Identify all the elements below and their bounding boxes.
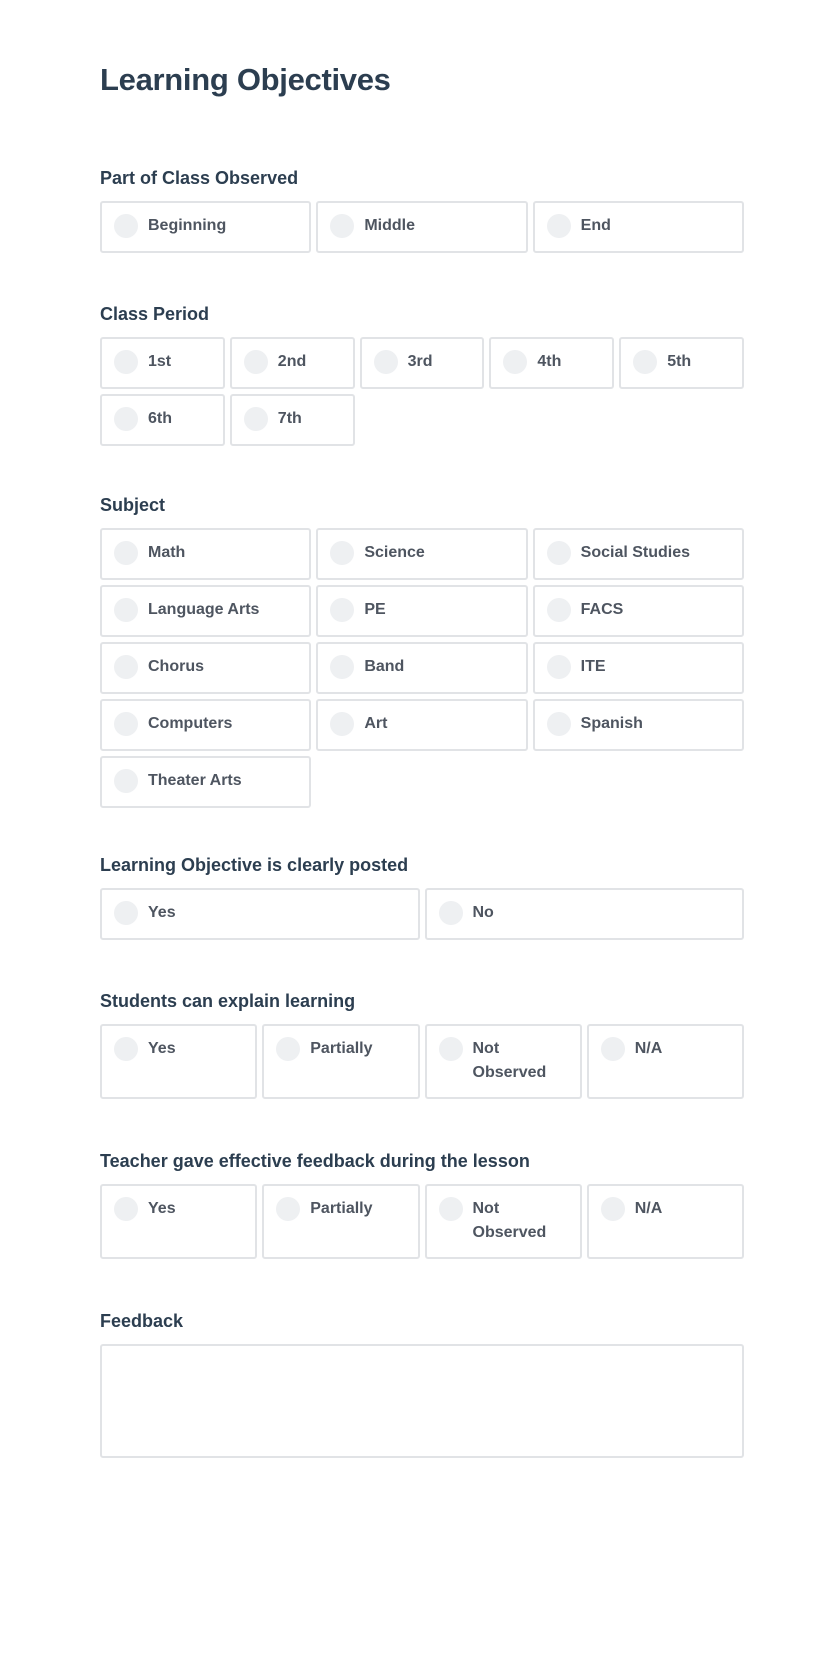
radio-icon[interactable] <box>114 214 138 238</box>
question-feedback <box>100 1310 744 1458</box>
question-label: Class Period <box>100 304 210 324</box>
option-theater-arts[interactable] <box>100 756 311 808</box>
option-ite[interactable] <box>533 642 744 694</box>
radio-icon[interactable] <box>547 214 571 238</box>
question-label: Part of Class Observed <box>100 168 299 188</box>
radio-icon[interactable] <box>633 350 657 374</box>
option-label: Math <box>148 544 186 561</box>
question-label: Teacher gave effective feedback during the lesson <box>100 1151 530 1171</box>
radio-icon[interactable] <box>330 655 354 679</box>
option-spanish[interactable] <box>533 699 744 751</box>
radio-icon[interactable] <box>439 1037 463 1061</box>
option-label: ITE <box>580 658 606 675</box>
option-label: Chorus <box>148 658 204 675</box>
option-language-arts[interactable] <box>100 585 311 637</box>
options-group <box>100 337 744 446</box>
feedback-label: Feedback <box>100 1311 184 1331</box>
page-title: Learning Objectives <box>100 62 391 97</box>
option-art[interactable] <box>316 699 527 751</box>
radio-icon[interactable] <box>547 541 571 565</box>
radio-icon[interactable] <box>601 1197 625 1221</box>
option-3rd[interactable] <box>360 337 485 389</box>
option-label: Yes <box>148 904 176 921</box>
option-label: N/A <box>634 1200 663 1217</box>
option-label: Computers <box>148 715 233 732</box>
options-group <box>100 1024 744 1099</box>
feedback-textarea[interactable] <box>100 1344 744 1458</box>
radio-icon[interactable] <box>114 598 138 622</box>
option-label: Partially <box>310 1200 373 1217</box>
option-beginning[interactable] <box>100 201 311 253</box>
radio-icon[interactable] <box>244 350 268 374</box>
radio-icon[interactable] <box>114 769 138 793</box>
question-label: Learning Objective is clearly posted <box>100 855 409 875</box>
radio-icon[interactable] <box>330 712 354 736</box>
option-not-observed[interactable] <box>425 1024 582 1099</box>
question-subject <box>100 494 744 808</box>
option-label: Partially <box>310 1040 373 1057</box>
radio-icon[interactable] <box>114 655 138 679</box>
radio-icon[interactable] <box>330 541 354 565</box>
radio-icon[interactable] <box>114 712 138 736</box>
option-label: FACS <box>580 601 624 618</box>
question-objective-posted <box>100 854 744 940</box>
question-part-of-class <box>100 167 744 253</box>
option-label: Band <box>364 658 405 675</box>
option-no[interactable] <box>425 888 745 940</box>
options-group <box>100 1184 744 1259</box>
option-label: End <box>580 217 611 234</box>
option-label: Spanish <box>580 715 643 732</box>
options-group <box>100 528 744 808</box>
radio-icon[interactable] <box>330 598 354 622</box>
radio-icon[interactable] <box>547 655 571 679</box>
option-label: 1st <box>148 353 172 370</box>
options-group <box>100 888 744 940</box>
radio-icon[interactable] <box>439 901 463 925</box>
option-end[interactable] <box>533 201 744 253</box>
option-yes[interactable] <box>100 1184 257 1259</box>
option-label: Language Arts <box>148 601 260 618</box>
option-band[interactable] <box>316 642 527 694</box>
radio-icon[interactable] <box>114 541 138 565</box>
option-label: Theater Arts <box>148 772 242 789</box>
option-label: Science <box>364 544 425 561</box>
radio-icon[interactable] <box>114 1197 138 1221</box>
radio-icon[interactable] <box>114 350 138 374</box>
radio-icon[interactable] <box>276 1037 300 1061</box>
option-partially[interactable] <box>262 1024 419 1099</box>
radio-icon[interactable] <box>114 407 138 431</box>
option-4th[interactable] <box>489 337 614 389</box>
radio-icon[interactable] <box>244 407 268 431</box>
option-label: Art <box>364 715 388 732</box>
options-group <box>100 201 744 253</box>
option-label: Social Studies <box>580 544 691 561</box>
option-5th[interactable] <box>619 337 744 389</box>
option-label: 5th <box>667 353 692 370</box>
option-label: 2nd <box>277 353 307 370</box>
option-computers[interactable] <box>100 699 311 751</box>
question-students-explain <box>100 990 744 1099</box>
option-label: Not Observed <box>472 1040 547 1081</box>
option-partially[interactable] <box>262 1184 419 1259</box>
option-label: N/A <box>634 1040 663 1057</box>
option-label: 7th <box>277 410 302 427</box>
question-label: Subject <box>100 495 166 515</box>
radio-icon[interactable] <box>601 1037 625 1061</box>
option-2nd[interactable] <box>230 337 355 389</box>
option-science[interactable] <box>316 528 527 580</box>
radio-icon[interactable] <box>114 1037 138 1061</box>
option-label: Yes <box>148 1200 176 1217</box>
radio-icon[interactable] <box>439 1197 463 1221</box>
option-label: Beginning <box>148 217 227 234</box>
option-7th[interactable] <box>230 394 355 446</box>
option-label: 3rd <box>407 353 433 370</box>
radio-icon[interactable] <box>374 350 398 374</box>
radio-icon[interactable] <box>547 598 571 622</box>
option-6th[interactable] <box>100 394 225 446</box>
option-na[interactable] <box>587 1184 744 1259</box>
option-label: Middle <box>364 217 415 234</box>
option-pe[interactable] <box>316 585 527 637</box>
radio-icon[interactable] <box>503 350 527 374</box>
option-na[interactable] <box>587 1024 744 1099</box>
radio-icon[interactable] <box>547 712 571 736</box>
option-label: 4th <box>537 353 562 370</box>
option-chorus[interactable] <box>100 642 311 694</box>
radio-icon[interactable] <box>114 901 138 925</box>
option-label: Not Observed <box>472 1200 547 1241</box>
question-class-period <box>100 303 744 446</box>
option-social-studies[interactable] <box>533 528 744 580</box>
option-1st[interactable] <box>100 337 225 389</box>
radio-icon[interactable] <box>330 214 354 238</box>
option-middle[interactable] <box>316 201 527 253</box>
option-not-observed[interactable] <box>425 1184 582 1259</box>
question-label: Students can explain learning <box>100 991 356 1011</box>
option-math[interactable] <box>100 528 311 580</box>
option-yes[interactable] <box>100 1024 257 1099</box>
option-facs[interactable] <box>533 585 744 637</box>
option-label: Yes <box>148 1040 176 1057</box>
radio-icon[interactable] <box>276 1197 300 1221</box>
option-yes[interactable] <box>100 888 420 940</box>
option-label: PE <box>364 601 386 618</box>
question-teacher-feedback <box>100 1150 744 1259</box>
option-label: No <box>472 904 494 921</box>
option-label: 6th <box>148 410 172 427</box>
